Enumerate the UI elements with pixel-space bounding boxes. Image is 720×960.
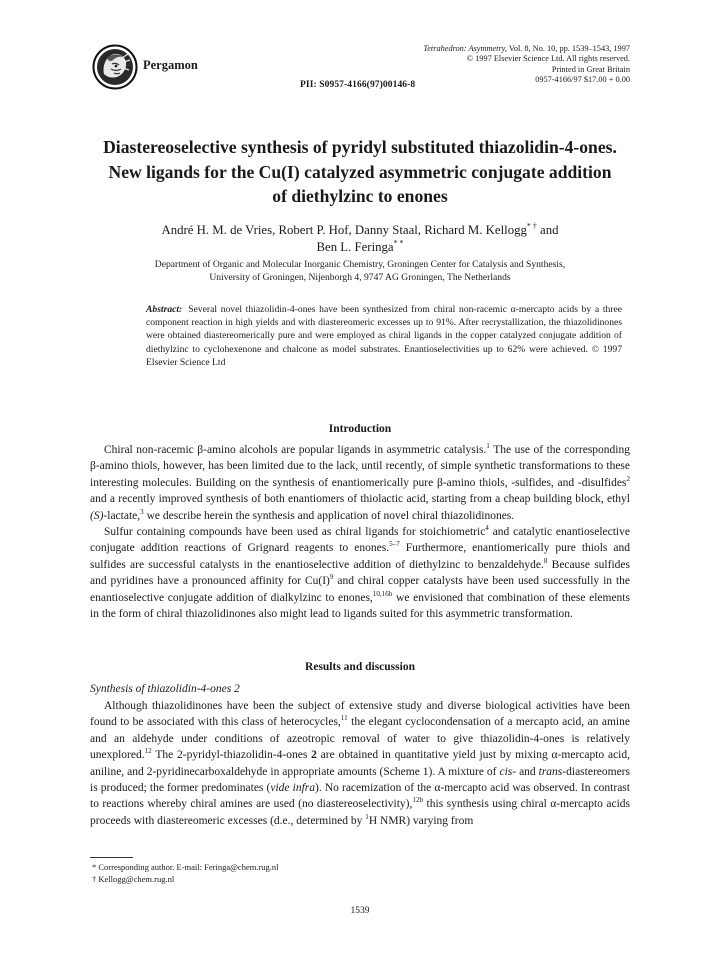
- paragraph: Chiral non-racemic β-amino alcohols are popular ligands in asymmetric catalysis.$^1$ The use of the corresponding β-amino thiols, however, has been limited due to the lack, until recently, of simple synthetic transformations to these interesting molecules. Building on the synthesis of enantiomerically pure β-amino thiols, -sulfides, and -disulfides$^2$ and a recently improved synthesis of both enantiomers of thiolactic acid, starting from a cheap building block, ethyl (S)-lactate,$^3$ we describe herein the synthesis and application of novel chiral thiazolidinones.: [90, 442, 630, 522]
- affiliation-line-1: Department of Organic and Molecular Inorganic Chemistry, Groningen Center for Catalysis and Synthesis,: [154, 259, 566, 270]
- page-number: 1539: [350, 906, 370, 916]
- paragraph: Although thiazolidinones have been the subject of extensive study and diverse biological activities have been found to be associated with this class of heterocycles,$^{11}$ the elegant cyclocondensation of a mercapto acid, an amine and an aldehyde under conditions of azeotropic removal of water to give thiazolidin-4-ones is relatively unexplored.$^{12}$ The 2-pyridyl-thiazolidin-4-ones 2 are obtained in quantitative yield just by mixing α-mercapto acid, aniline, and 2-pyridinecarboxaldehyde in appropriate amounts (Scheme 1). A mixture of cis- and trans-diastereomers is produced; the former predominates (vide infra). No racemization of the α-mercapto acid was observed. In contrast to reactions whereby chiral amines are used (no diastereoselectivity),$^{12b}$ this synthesis using chiral α-mercapto acids proceeds with diastereomeric excesses (d.e., determined by $^1$H NMR) varying from: [90, 700, 630, 827]
- publisher-logo: [92, 44, 138, 90]
- title-line-3: of diethylzinc to enones: [272, 186, 448, 206]
- title-line-1: Diastereoselective synthesis of pyridyl substituted thiazolidin-4-ones.: [103, 137, 617, 157]
- authors-and: and: [536, 223, 559, 237]
- abstract-text: Several novel thiazolidin-4-ones have been synthesized from chiral non-racemic α-mercapto acids by a three component reaction in high yields and with diastereomeric excesses up to 91%. After recrystallization, the thiazolidinones were obtained diastereomerically pure and were employed as chiral ligands in the copper catalyzed conjugate addition of diethylzinc to cyclohexenone and chalcone as model substrates. Enantioselectivities up to 62% were achieved. © 1997 Elsevier Science Ltd: [146, 304, 622, 368]
- author-list: [80, 222, 640, 256]
- section-heading-introduction: Introduction: [328, 423, 392, 435]
- journal-reference: [423, 44, 630, 54]
- introduction-body: [90, 442, 630, 622]
- affiliation-line-2: University of Groningen, Nijenborgh 4, 9747 AG Groningen, The Netherlands: [209, 271, 511, 283]
- journal-name: Tetrahedron: Asymmetry,: [423, 44, 507, 53]
- footnote-divider: [90, 857, 133, 858]
- author-marks-2: * *: [393, 238, 404, 248]
- abstract: [146, 303, 622, 369]
- subsection-heading: Synthesis of thiazolidin-4-ones 2: [90, 683, 240, 695]
- authors-line-1: André H. M. de Vries, Robert P. Hof, Danny Staal, Richard M. Kellogg: [161, 223, 527, 237]
- footnote-corresponding: * Corresponding author. E-mail: Feringa@chem.rug.nl: [92, 862, 279, 872]
- publisher-name: Pergamon: [143, 58, 198, 72]
- paragraph: Sulfur containing compounds have been used as chiral ligands for stoichiometric$^4$ and catalytic enantioselective conjugate addition reactions of Grignard reagents to enones.$^{5-7}$ Furthermore, enantiomerically pure thiols and sulfides are successful catalysts in the enantioselective addition of diethylzinc to benzaldehyde.$^8$ Because sulfides and pyridines have a pronounced affinity for $Cu(I)^9$ and chiral copper catalysts have been used successfully in the enantioselective conjugate addition of dialkylzinc to enones,$^{10,16b}$ we envisioned that combination of these elements in the form of chiral thiazolidinones also might lead to ligands suited for this asymmetric transformation.: [90, 524, 631, 621]
- journal-citation-block: [423, 44, 630, 86]
- affiliation: [78, 259, 642, 284]
- journal-volume: Vol. 8, No. 10, pp. 1539–1543, 1997: [506, 44, 630, 53]
- printed-line: Printed in Great Britain: [551, 64, 630, 74]
- copyright-line: © 1997 Elsevier Science Ltd. All rights reserved.: [466, 54, 630, 64]
- abstract-label: Abstract:: [146, 304, 183, 315]
- price-line: 0957-4166/97 $17.00 + 0.00: [535, 75, 630, 85]
- article-title: [70, 135, 650, 209]
- footnotes: [92, 862, 279, 885]
- title-line-2: New ligands for the Cu(I) catalyzed asymmetric conjugate addition: [108, 161, 612, 182]
- section-heading-results: Results and discussion: [305, 661, 415, 673]
- author-marks-1: * †: [526, 221, 537, 231]
- authors-line-2: Ben L. Feringa: [316, 240, 394, 254]
- pii-code: PII: S0957-4166(97)00146-8: [300, 80, 416, 90]
- results-body: [90, 698, 630, 829]
- footnote-kellogg: † Kellogg@chem.rug.nl: [92, 873, 175, 884]
